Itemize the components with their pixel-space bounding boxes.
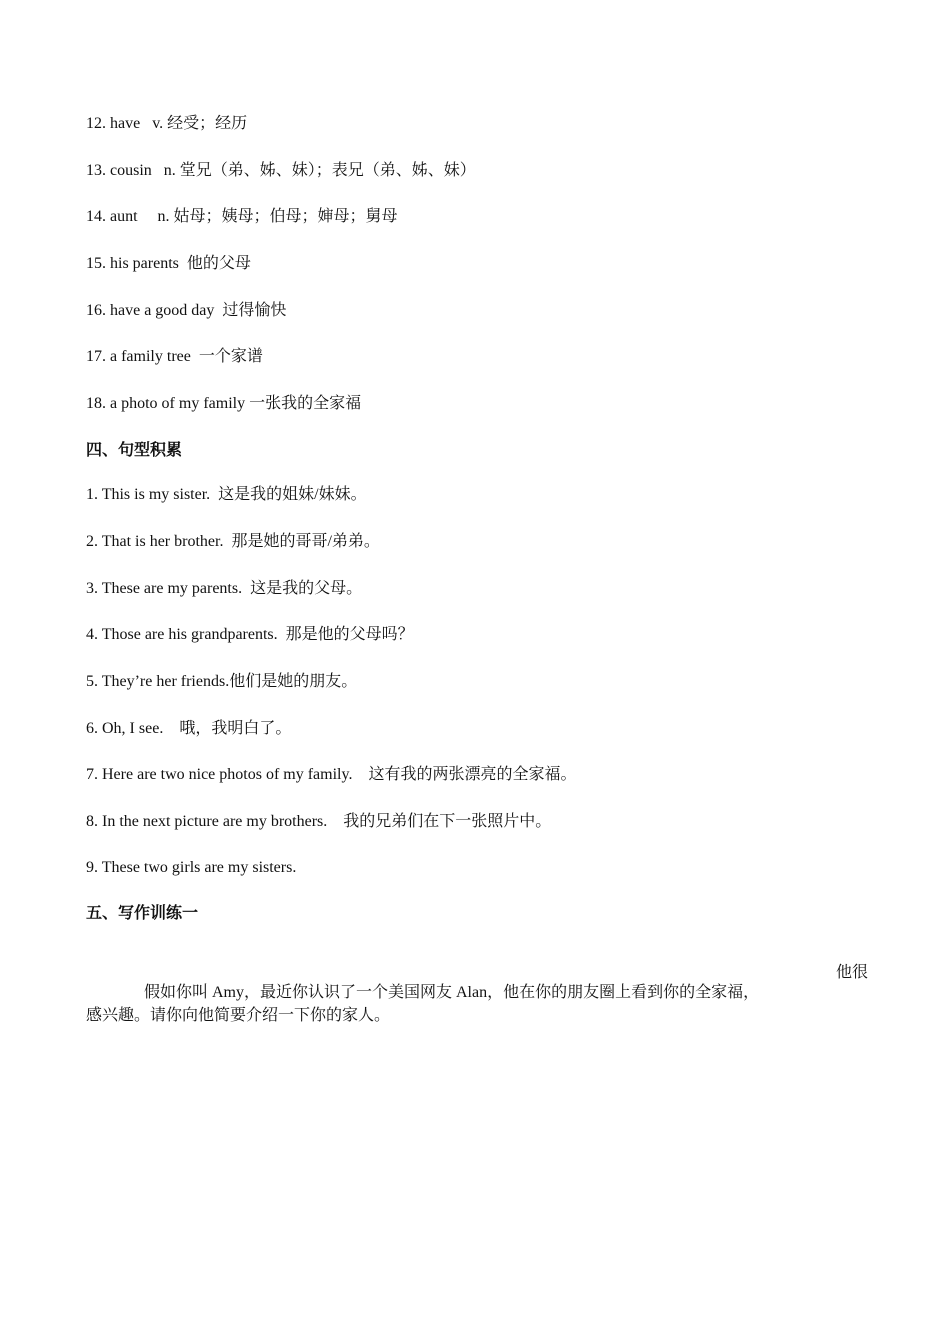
vocab-item-18: 18. a photo of my family 一张我的全家福 xyxy=(86,395,362,412)
writing-prompt-text: 假如你叫 Amy，最近你认识了一个美国网友 Alan，他在你的朋友圈上看到你的全家福， xyxy=(144,984,760,1001)
sentence-item-8: 8. In the next picture are my brothers. 我的兄弟们在下一张照片中。 xyxy=(86,813,552,830)
sentence-item-4: 4. Those are his grandparents. 那是他的父母吗？ xyxy=(86,626,414,643)
sentence-item-1: 1. This is my sister. 这是我的姐妹/妹妹。 xyxy=(86,486,367,503)
sentence-item-6: 6. Oh, I see. 哦，我明白了。 xyxy=(86,720,292,737)
writing-prompt-line-2: 感兴趣。请你向他简要介绍一下你的家人。 xyxy=(86,1007,391,1024)
sentence-item-2: 2. That is her brother. 那是她的哥哥/弟弟。 xyxy=(86,533,380,550)
vocab-item-17: 17. a family tree 一个家谱 xyxy=(86,348,263,365)
vocab-item-14: 14. aunt n. 姑母；姨母；伯母；婶母；舅母 xyxy=(86,208,398,225)
vocab-item-13: 13. cousin n. 堂兄（弟、姊、妹）；表兄（弟、姊、妹） xyxy=(86,162,476,179)
vocab-item-15: 15. his parents 他的父母 xyxy=(86,255,251,272)
writing-prompt-paragraph xyxy=(86,963,868,1043)
vocab-item-16: 16. have a good day 过得愉快 xyxy=(86,302,287,319)
vocab-item-12: 12. have v. 经受；经历 xyxy=(86,115,248,132)
section-heading-sentence-patterns: 四、句型积累 xyxy=(86,442,183,459)
section-heading-writing-practice: 五、写作训练一 xyxy=(86,905,199,922)
sentence-item-3: 3. These are my parents. 这是我的父母。 xyxy=(86,580,363,597)
sentence-item-9: 9. These two girls are my sisters. xyxy=(86,859,297,876)
writing-prompt-tail: 他很 xyxy=(835,964,868,981)
sentence-item-5: 5. They’re her friends.他们是她的朋友。 xyxy=(86,673,358,690)
writing-prompt-line-1 xyxy=(120,963,868,1043)
sentence-item-7: 7. Here are two nice photos of my family. 这有我的两张漂亮的全家福。 xyxy=(86,766,577,783)
